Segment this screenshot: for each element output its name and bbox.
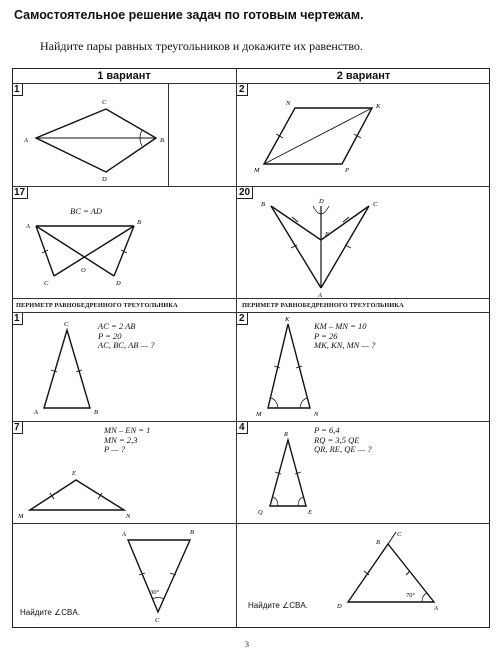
segment-ba <box>271 206 321 288</box>
vertex-label: N <box>286 100 291 107</box>
segment-ad <box>36 226 114 276</box>
figure-angle-left <box>110 526 210 626</box>
vertex-label: E <box>325 231 329 238</box>
angle-mark <box>422 593 427 602</box>
quadrilateral-acbd <box>36 109 156 172</box>
variant-1-header: 1 вариант <box>97 70 151 82</box>
vertex-label: P <box>345 167 349 174</box>
figure-perimeter-1 <box>30 318 110 418</box>
vertex-label: C <box>155 617 160 624</box>
given-text: AC = 2 AB P = 20 AC, BC, AB — ? <box>98 321 155 350</box>
vertex-label: A <box>24 137 28 144</box>
vertex-label: C <box>102 99 107 106</box>
task-number: 2 <box>237 313 248 325</box>
angle-mark <box>152 598 164 600</box>
vertex-label: B <box>190 529 194 536</box>
figure-perimeter-4 <box>258 430 328 518</box>
given-text: KM – MN = 10 P = 26 MK, KN, MN — ? <box>314 321 376 350</box>
vertex-label: B <box>160 137 164 144</box>
vertex-label: C <box>64 321 69 328</box>
task-prompt: Найдите ∠CBA. <box>248 601 308 610</box>
tick-mark <box>275 472 281 474</box>
task-number: 7 <box>12 422 23 434</box>
task-number: 1 <box>12 313 23 325</box>
vertex-label: D <box>337 603 342 610</box>
tick-mark <box>406 571 410 575</box>
page-number: 3 <box>245 640 249 649</box>
task-number: 2 <box>237 84 248 96</box>
vertex-label: D <box>116 280 121 287</box>
vertex-label: K <box>285 316 290 323</box>
vertex-label: R <box>284 431 288 438</box>
vertex-label: A <box>434 605 438 612</box>
vertex-label: A <box>318 292 322 299</box>
section-header-left: ПЕРИМЕТР РАВНОБЕДРЕННОГО ТРЕУГОЛЬНИКА <box>16 302 178 309</box>
variant-2-header: 2 вариант <box>336 70 391 82</box>
row-divider <box>12 312 490 313</box>
figure-task-17 <box>22 218 152 290</box>
vertex-label: K <box>376 103 381 110</box>
figure-perimeter-7 <box>16 462 141 524</box>
angle-value: 70° <box>406 592 416 599</box>
angle-mark <box>298 497 303 506</box>
given-text: BC = AD <box>70 206 103 216</box>
task-prompt: Найдите ∠CBA. <box>20 608 80 617</box>
given-text: MN – EN = 1 MN = 2,3 P — ? <box>104 425 151 454</box>
vertex-label: D <box>102 176 107 183</box>
vertex-label: M <box>254 167 260 174</box>
angle-mark <box>300 398 307 408</box>
segment-ca <box>321 206 369 288</box>
figure-task-2 <box>250 96 385 176</box>
triangle-mne <box>30 480 124 510</box>
row-divider <box>12 298 490 299</box>
angle-value: 30° <box>150 589 160 596</box>
vertex-label: E <box>72 470 76 477</box>
vertex-label: Q <box>258 509 263 516</box>
tick-mark <box>295 472 301 474</box>
task-number: 4 <box>237 422 248 434</box>
vertex-label: C <box>373 201 378 208</box>
angle-mark <box>273 497 278 506</box>
vertex-label: C <box>44 280 49 287</box>
row-divider <box>12 83 490 84</box>
given-text: P = 6,4 RQ = 3,5 QE QR, RE, QE — ? <box>314 425 372 454</box>
triangle-rqe <box>270 440 306 506</box>
vertex-label: A <box>122 531 126 538</box>
figure-perimeter-2 <box>254 316 334 420</box>
task-number: 20 <box>237 187 253 199</box>
page-subtitle: Найдите пары равных треугольников и докажите их равенство. <box>40 39 363 53</box>
vertex-label: B <box>261 201 265 208</box>
vertex-label: B <box>137 219 141 226</box>
task-number: 17 <box>12 187 28 199</box>
section-header-right: ПЕРИМЕТР РАВНОБЕДРЕННОГО ТРЕУГОЛЬНИКА <box>242 302 404 309</box>
vertex-label: A <box>34 409 38 416</box>
vertex-label: N <box>314 411 319 418</box>
vertex-label: A <box>26 223 30 230</box>
vertex-label: O <box>81 267 86 274</box>
vertex-label: M <box>256 411 262 418</box>
page-title: Самостоятельное решение задач по готовым чертежам. <box>14 8 364 22</box>
figure-angle-right <box>330 526 445 616</box>
triangle-abc <box>128 540 190 612</box>
figure-task-20 <box>255 196 380 298</box>
vertex-label: C <box>397 531 402 538</box>
vertex-label: B <box>94 409 98 416</box>
ray-bc <box>388 532 396 544</box>
column-divider <box>236 68 237 628</box>
vertex-label: N <box>126 513 131 520</box>
task-number: 1 <box>12 84 23 96</box>
triangle-abd <box>348 544 434 602</box>
vertex-label: M <box>18 513 24 520</box>
vertex-label: B <box>376 539 380 546</box>
vertex-label: E <box>308 509 312 516</box>
triangle-abc <box>44 330 90 408</box>
vertex-label: D <box>319 198 324 205</box>
angle-mark <box>271 398 278 408</box>
outline-badec <box>271 206 369 240</box>
figure-task-1 <box>20 92 170 184</box>
row-divider <box>12 421 490 422</box>
